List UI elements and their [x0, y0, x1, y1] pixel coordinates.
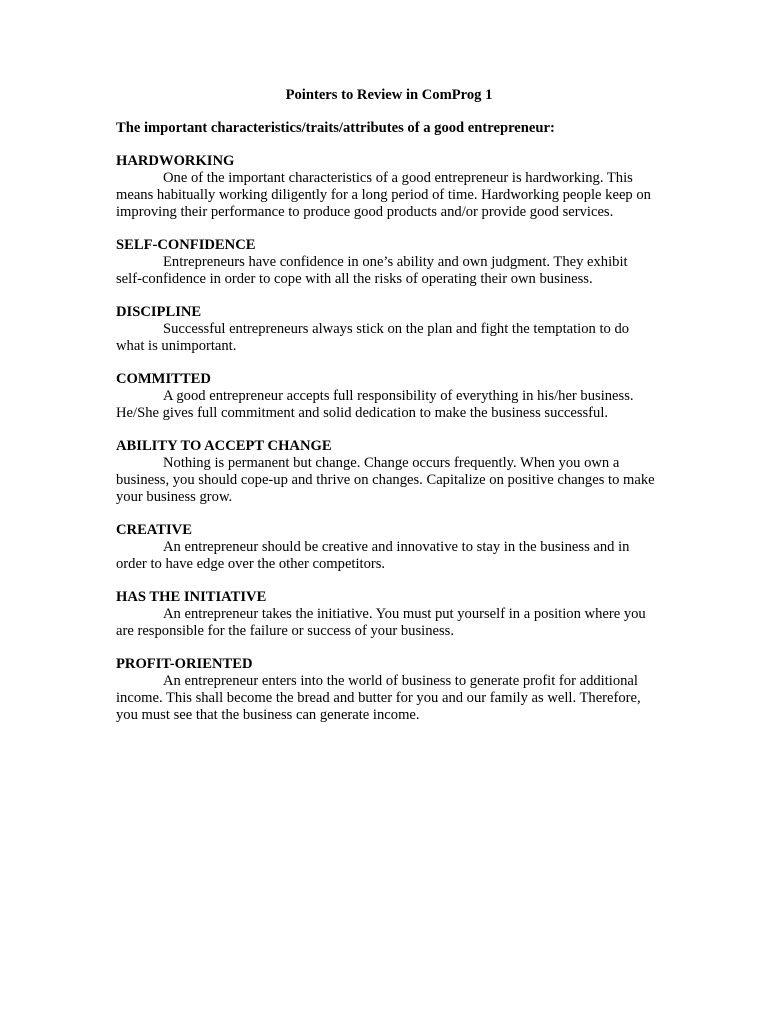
section-creative	[116, 522, 656, 573]
section-committed	[116, 371, 656, 422]
section-body: An entrepreneur enters into the world of business to generate profit for additional income. This shall become the bread and butter for you and our family as well. Therefore, you must see that the business can generate income.	[116, 673, 641, 723]
section-has-the-initiative	[116, 589, 656, 640]
section-body: Nothing is permanent but change. Change occurs frequently. When you own a business, you should cope-up and thrive on changes. Capitalize on positive changes to make your business grow.	[116, 455, 655, 505]
section-self-confidence	[116, 237, 656, 288]
section-heading: PROFIT-ORIENTED	[116, 656, 253, 672]
section-body: An entrepreneur takes the initiative. You must put yourself in a position where you are responsible for the failure or success of your business.	[116, 606, 646, 639]
section-body: One of the important characteristics of a good entrepreneur is hardworking. This means habitually working diligently for a long period of time. Hardworking people keep on improving their performance to produce good products and/or provide good services.	[116, 170, 651, 220]
section-heading: CREATIVE	[116, 522, 192, 538]
document-page	[116, 87, 656, 740]
document-subtitle: The important characteristics/traits/attributes of a good entrepreneur:	[116, 120, 555, 136]
section-heading: HAS THE INITIATIVE	[116, 589, 267, 605]
section-heading: ABILITY TO ACCEPT CHANGE	[116, 438, 332, 454]
section-ability-to-accept-change	[116, 438, 656, 506]
section-heading: COMMITTED	[116, 371, 211, 387]
section-body: Entrepreneurs have confidence in one’s ability and own judgment. They exhibit self-confidence in order to cope with all the risks of operating their own business.	[116, 254, 628, 287]
section-body: An entrepreneur should be creative and innovative to stay in the business and in order to have edge over the other competitors.	[116, 539, 630, 572]
section-heading: SELF-CONFIDENCE	[116, 237, 256, 253]
section-profit-oriented	[116, 656, 656, 724]
document-title: Pointers to Review in ComProg 1	[285, 87, 493, 103]
section-heading: HARDWORKING	[116, 153, 235, 169]
section-body: A good entrepreneur accepts full responsibility of everything in his/her business. He/She gives full commitment and solid dedication to make the business successful.	[116, 388, 634, 421]
section-hardworking	[116, 153, 656, 221]
section-body: Successful entrepreneurs always stick on the plan and fight the temptation to do what is unimportant.	[116, 321, 630, 354]
section-heading: DISCIPLINE	[116, 304, 202, 320]
section-discipline	[116, 304, 656, 355]
